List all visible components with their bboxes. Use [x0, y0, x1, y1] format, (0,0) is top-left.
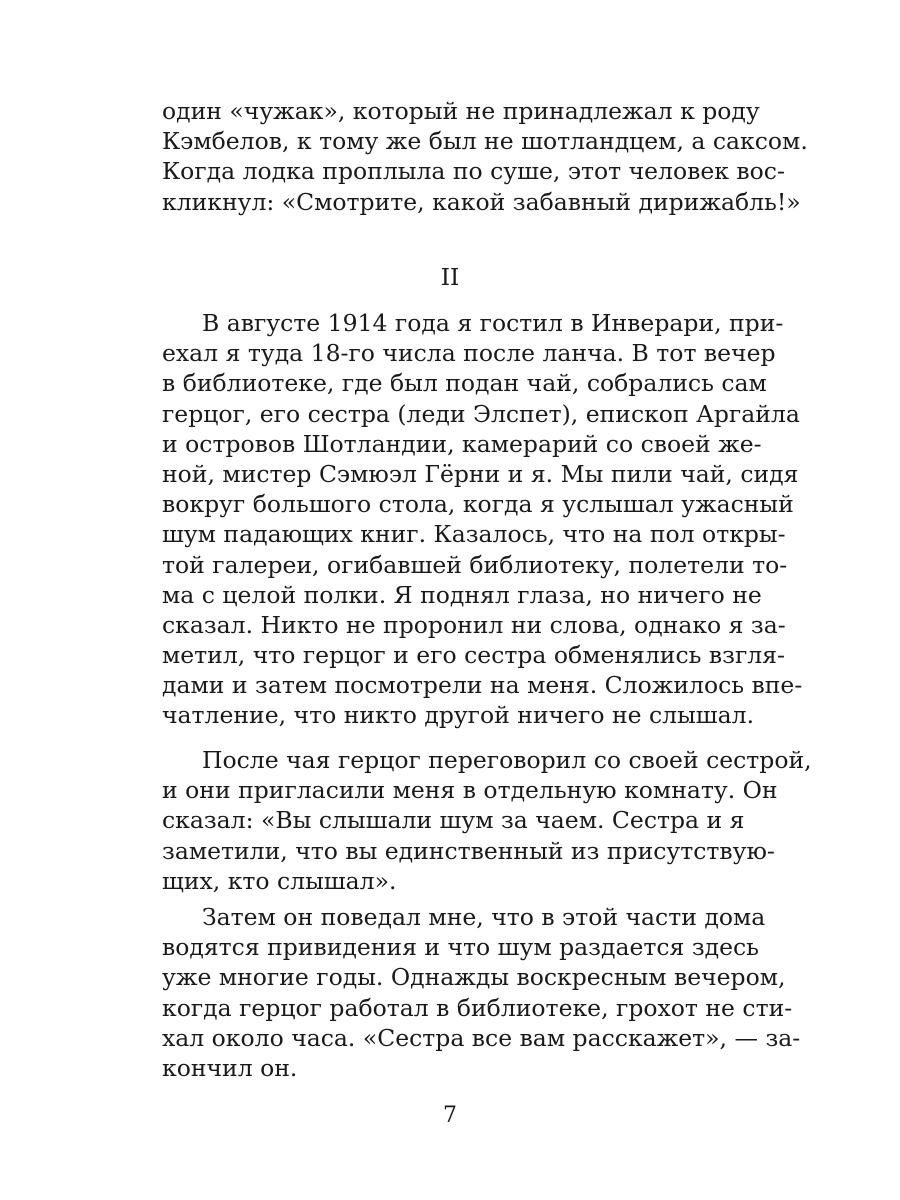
- text-line: кончил он.: [162, 1053, 298, 1082]
- paragraph-1: [162, 308, 803, 731]
- text-line: сказал. Никто не проронил ни слова, однако я за-: [162, 610, 786, 639]
- text-line: дами и затем посмотрели на меня. Сложилось впе-: [162, 671, 803, 700]
- text-line: шум падающих книг. Казалось, что на пол откры-: [162, 520, 786, 549]
- text-line: уже многие годы. Однажды воскресным вечером,: [162, 963, 786, 992]
- paragraph-2: [162, 745, 812, 896]
- page-number: 7: [443, 1103, 457, 1128]
- text-line: герцог, его сестра (леди Элспет), епископ Аргайла: [162, 399, 800, 428]
- text-line: Затем он поведал мне, что в этой части дома: [202, 903, 766, 931]
- text-line: той галереи, огибавшей библиотеку, полетели то-: [162, 550, 788, 579]
- text-line: когда герцог работал в библиотеке, грохот не сти-: [162, 993, 793, 1022]
- text-line: Когда лодка проплыла по суше, этот человек вос-: [162, 157, 785, 186]
- text-line: один «чужак», который не принадлежал к роду: [162, 97, 760, 125]
- text-line: ной, мистер Сэмюэл Гёрни и я. Мы пили чай, сидя: [162, 459, 799, 488]
- text-line: Кэмбелов, к тому же был не шотландцем, а саксом.: [162, 127, 808, 156]
- paragraph-3: [162, 902, 801, 1083]
- text-line: сказал: «Вы слышали шум за чаем. Сестра и я: [162, 806, 745, 835]
- text-line: чатление, что никто другой ничего не слышал.: [162, 701, 755, 730]
- text-line: заметили, что вы единственный из присутствую-: [162, 836, 775, 865]
- text-line: водятся привидения и что шум раздается здесь: [162, 933, 759, 962]
- section-heading: II: [440, 263, 460, 291]
- text-line: и они пригласили меня в отдельную комнату. Он: [162, 776, 778, 805]
- text-line: вокруг большого стола, когда я услышал ужасный: [162, 490, 794, 519]
- text-line: ма с целой полки. Я поднял глаза, но ничего не: [162, 580, 762, 609]
- text-line: щих, кто слышал».: [162, 866, 397, 895]
- opening-paragraph: [162, 96, 808, 217]
- text-line: В августе 1914 года я гостил в Инверари, при-: [202, 309, 784, 337]
- text-line: и островов Шотландии, камерарий со своей же-: [162, 429, 762, 458]
- text-line: метил, что герцог и его сестра обменялись взгля-: [162, 641, 785, 670]
- text-line: в библиотеке, где был подан чай, собрались сам: [162, 369, 767, 398]
- text-line: После чая герцог переговорил со своей сестрой,: [202, 746, 812, 774]
- text-line: ехал я туда 18-го числа после ланча. В тот вечер: [162, 339, 776, 368]
- text-line: хал около часа. «Сестра все вам расскажет», — за-: [162, 1023, 801, 1052]
- text-line: кликнул: «Смотрите, какой забавный дирижабль!»: [162, 187, 801, 216]
